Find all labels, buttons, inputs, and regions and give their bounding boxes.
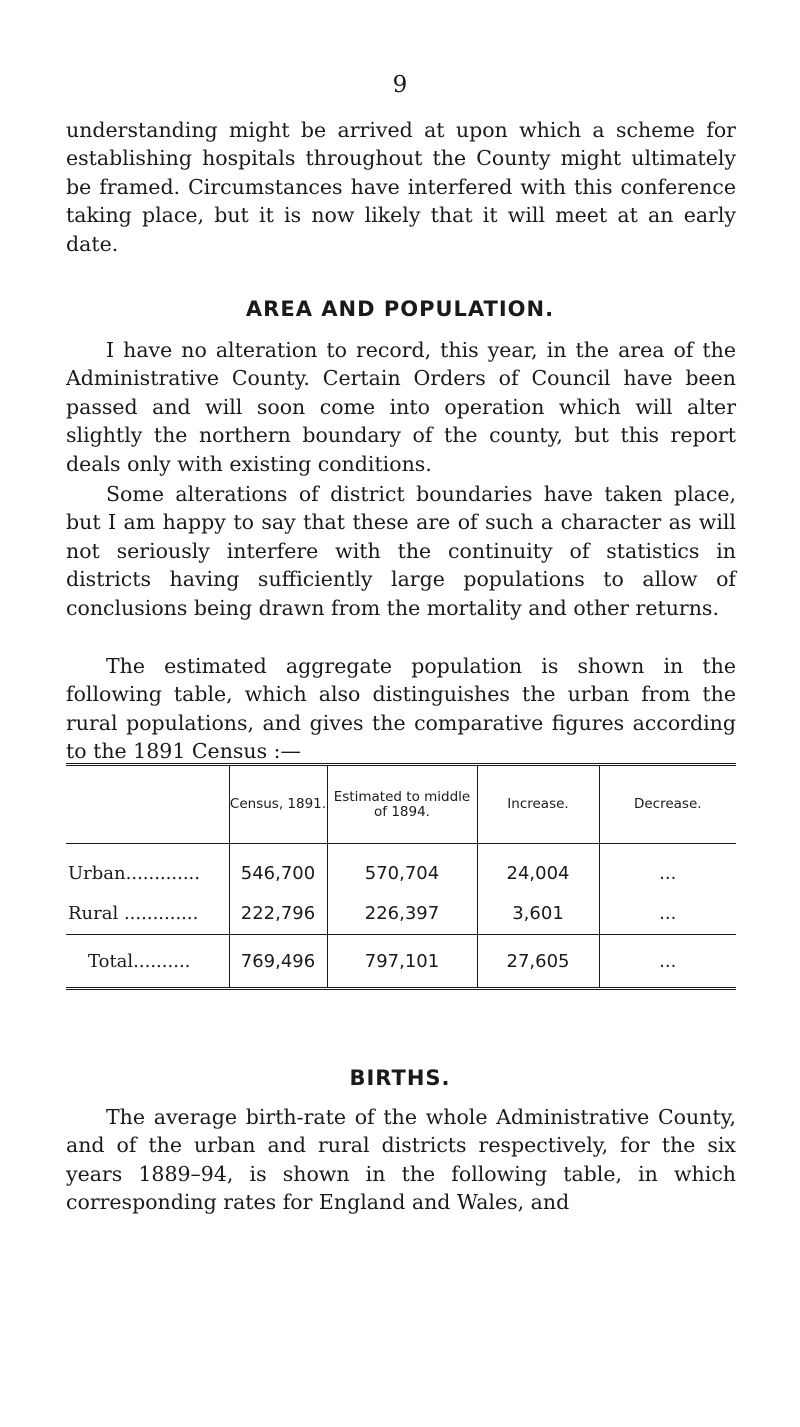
cell-estimated: 226,397: [327, 892, 477, 935]
paragraph-hospitals: understanding might be arrived at upon which a scheme for establishing hospitals throughout the County might ultimately be framed. Circumstances have interfered with this conference taking place, but it is now likely that it will meet at an early date.: [66, 118, 736, 256]
header-blank: [66, 766, 229, 844]
cell-census: 769,496: [229, 935, 327, 988]
header-decrease: Decrease.: [599, 766, 736, 844]
header-increase: Increase.: [477, 766, 599, 844]
table-row-rural: [66, 892, 736, 935]
row-label: Total..........: [66, 935, 229, 988]
row-label: Rural .............: [68, 902, 199, 924]
cell-estimated: 797,101: [327, 935, 477, 988]
page-number: 9: [392, 72, 408, 98]
table-row-total: [66, 935, 736, 988]
cell-decrease: ...: [599, 892, 736, 935]
paragraph-population-intro: The estimated aggregate population is shown in the following table, which also distinguishes the urban from the rural populations, and gives the comparative figures according to the 1891 Census :—: [66, 654, 736, 764]
heading-births: BIRTHS.: [349, 1066, 451, 1090]
table-header-row: [66, 766, 736, 844]
heading-area-population: AREA AND POPULATION.: [245, 297, 555, 321]
table-row-urban: [66, 844, 736, 893]
paragraph-area: I have no alteration to record, this year, in the area of the Administrative County. Certain Orders of Council have been passed and will soon come into operation which will alter slightly the northern boundary of the county, but this report deals only with existing conditions.: [66, 338, 736, 476]
cell-increase: 3,601: [477, 892, 599, 935]
cell-census: 546,700: [229, 844, 327, 893]
cell-decrease: ...: [599, 935, 736, 988]
header-census-1891: Census, 1891.: [229, 766, 327, 844]
paragraph-boundaries: Some alterations of district boundaries have taken place, but I am happy to say that these are of such a character as will not seriously interfere with the continuity of statistics in districts having sufficiently large populations to allow of conclusions being drawn from the mortality and other returns.: [66, 482, 736, 620]
cell-census: 222,796: [229, 892, 327, 935]
population-table: [66, 763, 736, 990]
cell-decrease: ...: [599, 844, 736, 893]
cell-increase: 27,605: [477, 935, 599, 988]
cell-increase: 24,004: [477, 844, 599, 893]
header-estimated-1894: Estimated to middle of 1894.: [327, 766, 477, 844]
paragraph-births: The average birth-rate of the whole Administrative County, and of the urban and rural districts respectively, for the six years 1889–94, is shown in the following table, in which corresponding rates for England and Wales, and: [66, 1105, 736, 1215]
row-label: Urban.............: [68, 862, 201, 884]
cell-estimated: 570,704: [327, 844, 477, 893]
